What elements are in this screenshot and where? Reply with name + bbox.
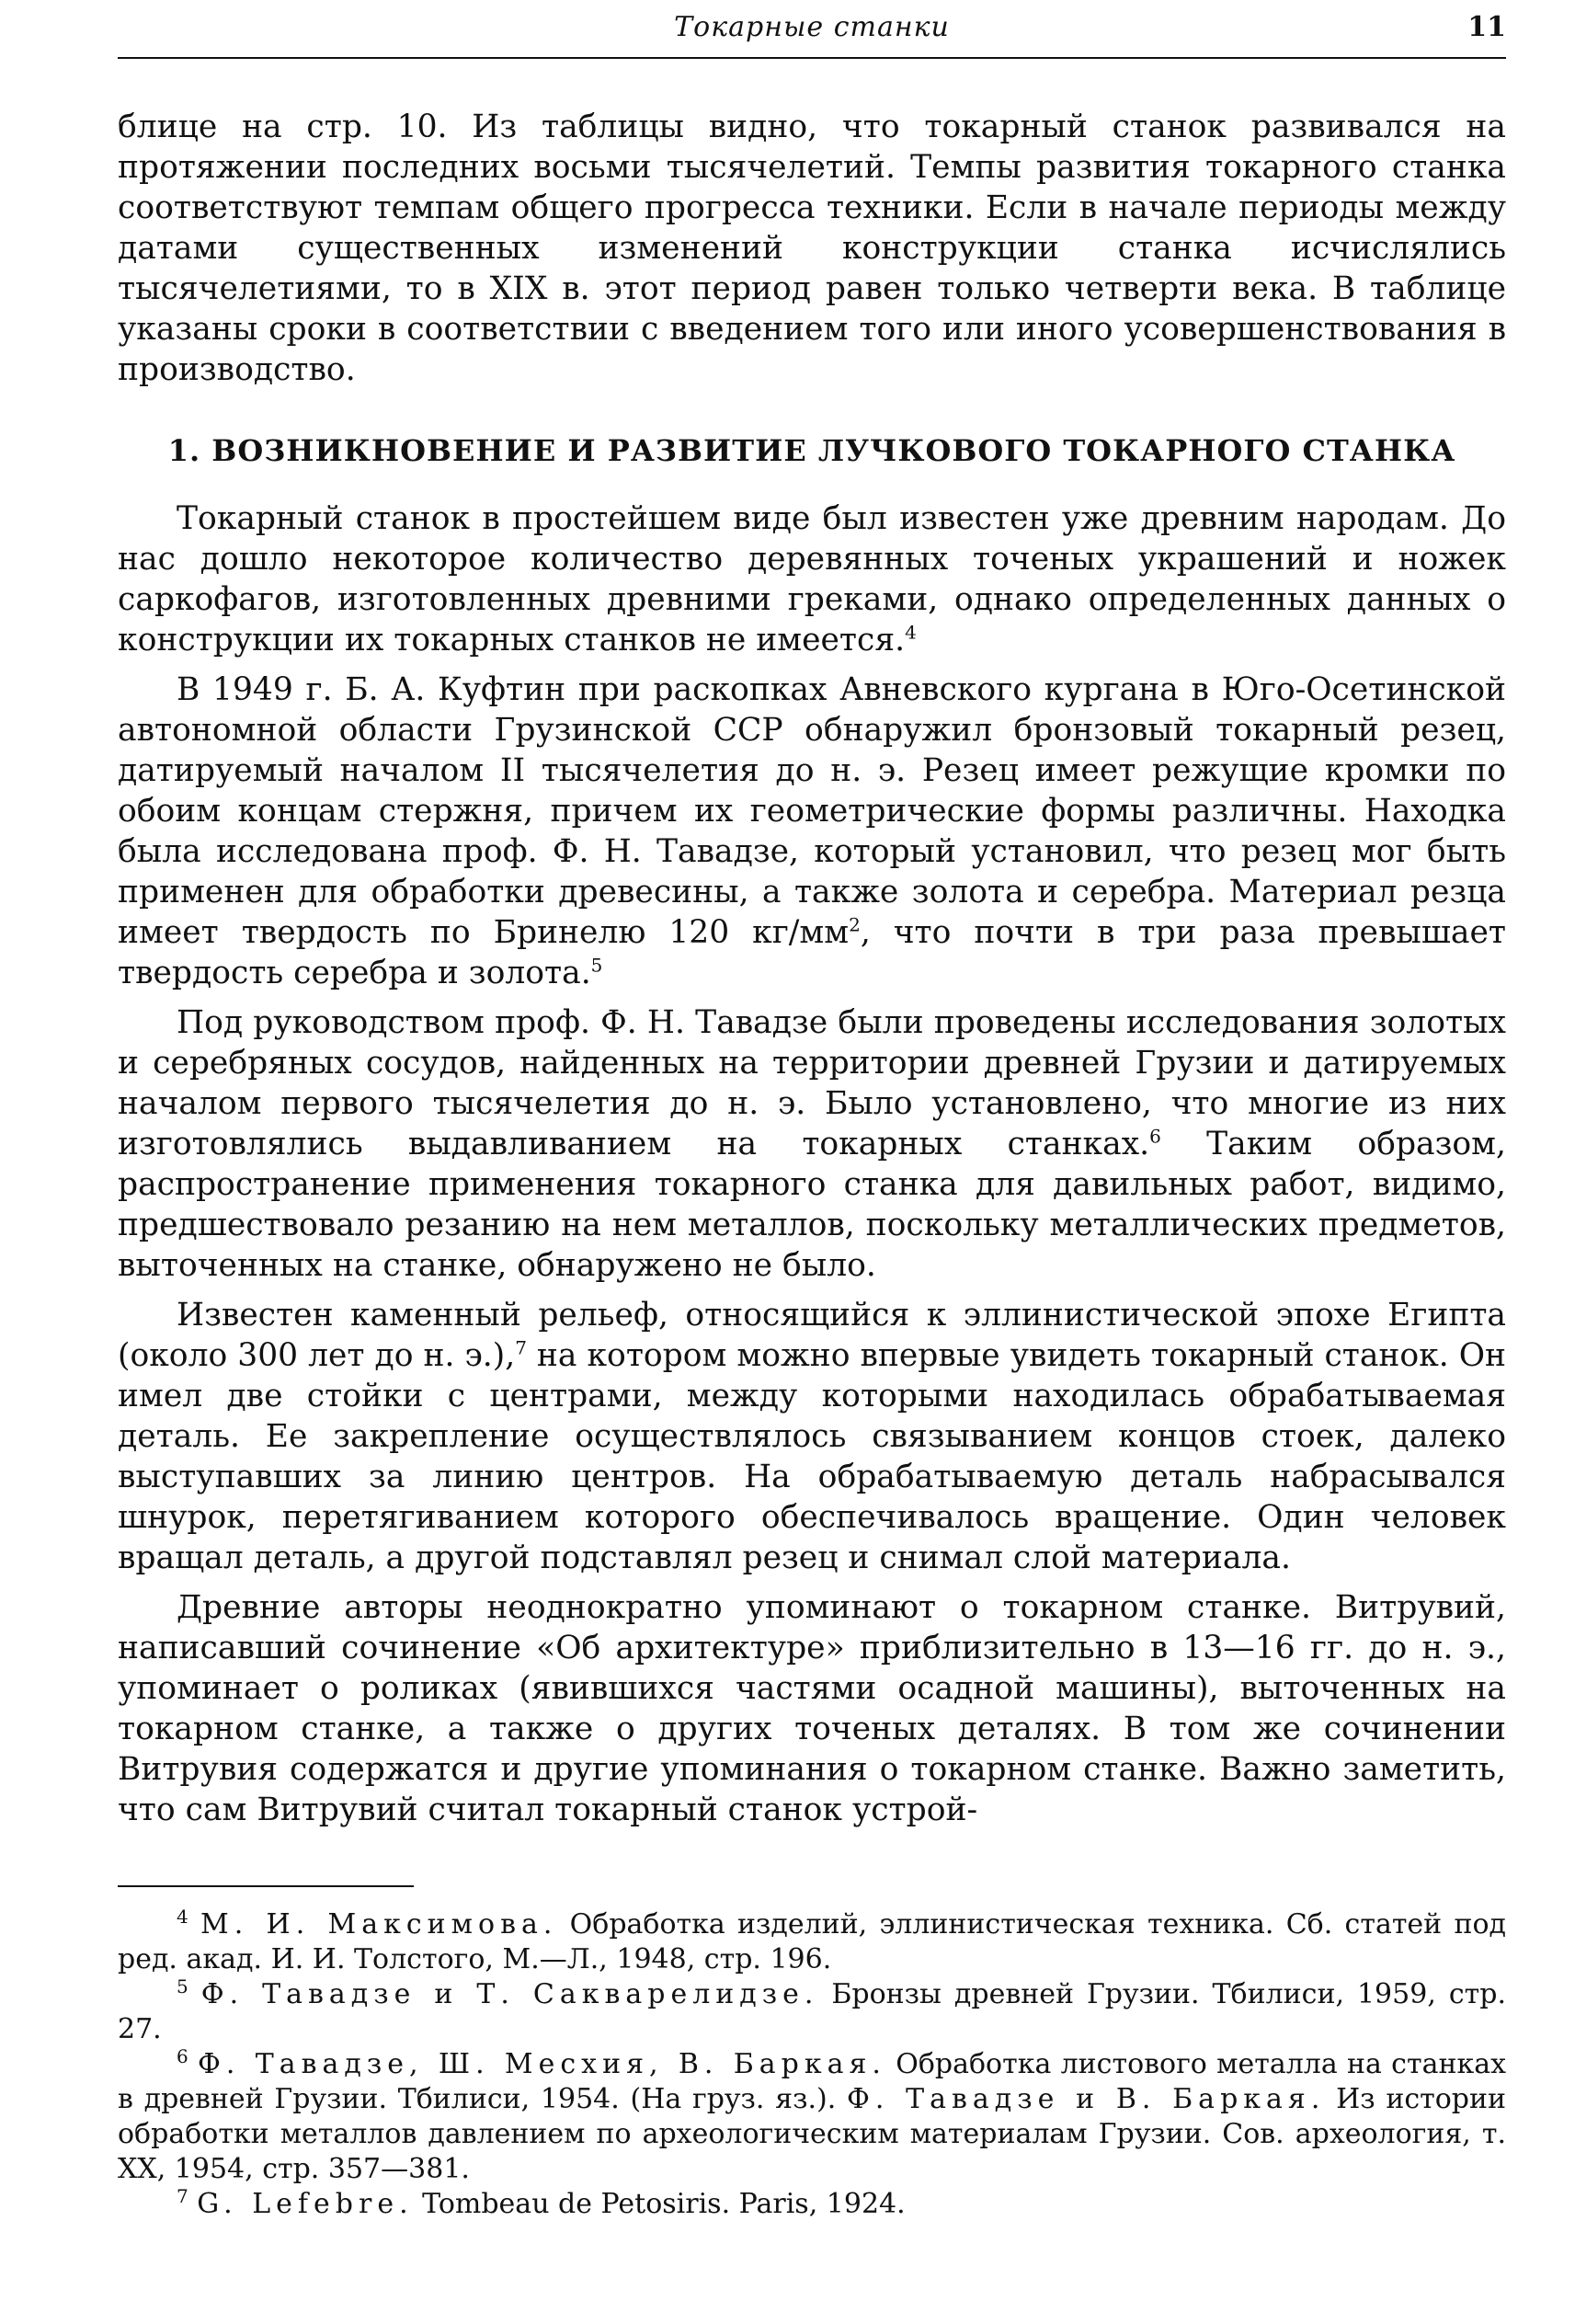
footnote-ref-5: 5 xyxy=(590,954,603,977)
paragraph-4-text-a: Известен каменный рельеф, относящийся к эллинистической эпохе Египта (около 300 лет до н. э.), xyxy=(118,1297,1506,1374)
paragraph-2-text-b: , что почти в три раза превышает твердость серебра и золота. xyxy=(118,914,1506,991)
running-head xyxy=(118,0,1506,63)
footnote-6-author: Ф. Тавадзе, Ш. Месхия, В. Баркая. xyxy=(198,2048,886,2080)
paragraph-4 xyxy=(118,1295,1506,1578)
paragraph-3-text-b: Таким образом, распространение применения токарного станка для давильных работ, видимо, предшествовало резанию на нем металлов, поскольку металлических предметов, выточенных на станке, обнаружено не было. xyxy=(118,1126,1506,1284)
footnote-6-author-2: Ф. Тавадзе и В. Баркая. xyxy=(846,2083,1326,2115)
footnote-6 xyxy=(118,2047,1506,2187)
paragraph-2 xyxy=(118,670,1506,993)
footnote-4-text: Обработка изделий, эллинистическая техника. Сб. статей под ред. акад. И. И. Толстого, М.—Л., 1948, стр. 196. xyxy=(118,1908,1506,1975)
footnote-5-author: Ф. Тавадзе и Т. Сакварелидзе. xyxy=(200,1978,819,2010)
body-text xyxy=(118,107,1506,1830)
footnote-ref-7: 7 xyxy=(515,1336,527,1359)
footnote-6-text-a: Обработка листового металла на станках в древней Грузии. Тбилиси, 1954. (На груз. яз.). xyxy=(118,2048,1506,2115)
paragraph-3 xyxy=(118,1002,1506,1286)
footnote-7-text: Tombeau de Petosiris. Paris, 1924. xyxy=(413,2188,906,2220)
footnote-4 xyxy=(118,1907,1506,1977)
paragraph-1 xyxy=(118,498,1506,660)
footnote-7-author: G. Lefebre. xyxy=(197,2188,414,2220)
unit-superscript: 2 xyxy=(849,913,861,936)
footnote-5 xyxy=(118,1977,1506,2047)
footnote-5-number: 5 xyxy=(177,1975,188,1998)
footnote-ref-4: 4 xyxy=(905,621,917,644)
running-head-title: Токарные станки xyxy=(674,11,950,43)
header-rule xyxy=(118,57,1506,59)
footnote-5-text: Бронзы древней Грузии. Тбилиси, 1959, стр. 27. xyxy=(118,1978,1506,2045)
section-heading: 1. ВОЗНИКНОВЕНИЕ И РАЗВИТИЕ ЛУЧКОВОГО ТОКАРНОГО СТАНКА xyxy=(167,433,1456,468)
page-number: 11 xyxy=(1467,11,1506,43)
footnote-rule xyxy=(118,1885,414,1887)
paragraph-2-text-a: В 1949 г. Б. А. Куфтин при раскопках Авневского кургана в Юго-Осетинской автономной области Грузинской ССР обнаружил бронзовый токарный резец, датируемый началом II тысячелетия до н. э. Резец имеет режущие кромки по обоим концам стержня, причем их геометрические формы различны. Находка была исследована проф. Ф. Н. Тавадзе, который установил, что резец мог быть применен для обработки древесины, а также золота и серебра. Материал резца имеет твердость по Бринелю 120 кг/мм xyxy=(118,671,1506,951)
paragraph-4-text-b: на котором можно впервые увидеть токарный станок. Он имел две стойки с центрами, между которыми находилась обрабатываемая деталь. Ее закрепление осуществлялось связыванием концов стоек, далеко выступавших за линию центров. На обрабатываемую деталь набрасывался шнурок, перетягиванием которого обеспечивалось вращение. Один человек вращал деталь, а другой подставлял резец и снимал слой материала. xyxy=(118,1337,1506,1576)
footnotes xyxy=(118,1907,1506,2222)
footnote-7 xyxy=(118,2187,1506,2222)
footnote-6-number: 6 xyxy=(177,2045,188,2067)
paragraph-3-text-a: Под руководством проф. Ф. Н. Тавадзе были проведены исследования золотых и серебряных сосудов, найденных на территории древней Грузии и датируемых началом первого тысячелетия до н. э. Было установлено, что многие из них изготовлялись выдавливанием на токарных станках. xyxy=(118,1004,1506,1162)
paragraph-1-text: Токарный станок в простейшем виде был известен уже древним народам. До нас дошло некоторое количество деревянных точеных украшений и ножек саркофагов, изготовленных древними греками, однако определенных данных о конструкции их токарных станков не имеется. xyxy=(118,500,1506,658)
intro-paragraph: блице на стр. 10. Из таблицы видно, что токарный станок развивался на протяжении последних восьми тысячелетий. Темпы развития токарного станка соответствуют темпам общего прогресса техники. Если в начале периоды между датами существенных изменений конструкции станка исчислялись тысячелетиями, то в XIX в. этот период равен только четверти века. В таблице указаны сроки в соответствии с введением того или иного усовершенствования в производство. xyxy=(118,109,1506,388)
paragraph-5: Древние авторы неоднократно упоминают о токарном станке. Витрувий, написавший сочинение «Об архитектуре» приблизительно в 13—16 гг. до н. э., упоминает о роликах (явившихся частями осадной машины), выточенных на токарном станке, а также о других точеных деталях. В том же сочинении Витрувия содержатся и другие упоминания о токарном станке. Важно заметить, что сам Витрувий считал токарный станок устрой- xyxy=(118,1589,1506,1828)
footnote-4-author: М. И. Максимова. xyxy=(200,1908,558,1940)
footnote-ref-6: 6 xyxy=(1149,1125,1161,1148)
footnote-6-text-b: Из истории обработки металлов давлением по археологическим материалам Грузии. Сов. археология, т. XX, 1954, стр. 357—381. xyxy=(118,2083,1506,2185)
footnote-4-number: 4 xyxy=(177,1906,188,1928)
footnote-7-number: 7 xyxy=(177,2185,188,2207)
book-page xyxy=(118,0,1506,2222)
